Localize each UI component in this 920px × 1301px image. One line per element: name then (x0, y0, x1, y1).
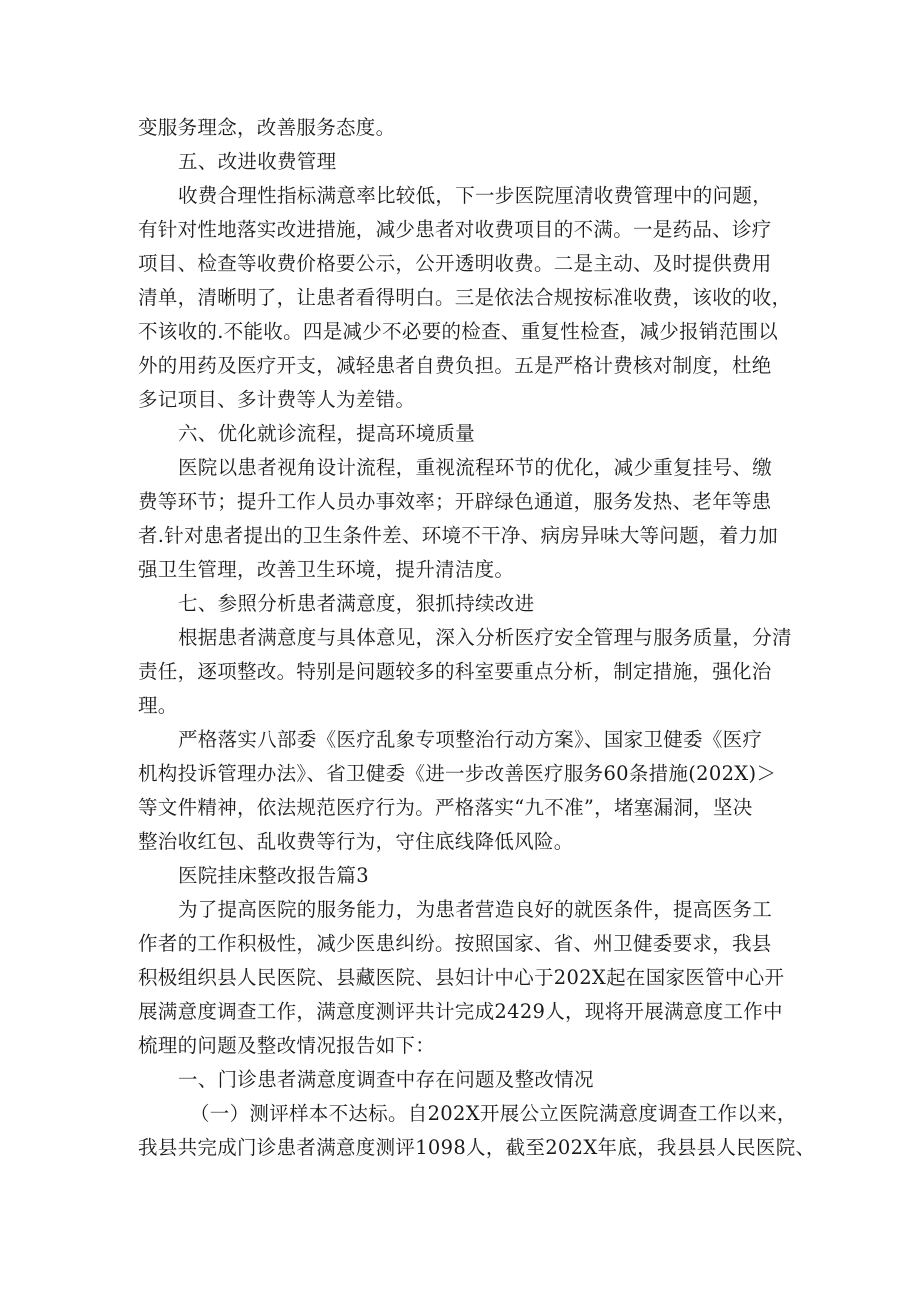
body-line: 严格落实八部委《医疗乱象专项整治行动方案》、国家卫健委《医疗 (178, 728, 763, 751)
section-heading-7: 七、参照分析患者满意度，狠抓持续改进 (178, 592, 535, 615)
body-line: 不该收的.不能收。四是减少不必要的检查、重复性检查，减少报销范围以 (138, 320, 779, 343)
body-line: 有针对性地落实改进措施，减少患者对收费项目的不满。一是药品、诊疗 (138, 218, 772, 241)
body-line: 责任，逐项整改。特别是问题较多的科室要重点分析，制定措施，强化治 (138, 660, 772, 683)
body-line: 强卫生管理，改善卫生环境，提升清洁度。 (138, 558, 515, 581)
body-line: 我县共完成门诊患者满意度测评1098人，截至202X年底，我县县人民医院、 (138, 1136, 816, 1159)
section-heading-5: 五、改进收费管理 (178, 150, 337, 173)
body-line: 作者的工作积极性，减少医患纠纷。按照国家、省、州卫健委要求，我县 (138, 932, 772, 955)
body-line: 根据患者满意度与具体意见，深入分析医疗安全管理与服务质量，分清 (178, 626, 792, 649)
body-line: 等文件精神，依法规范医疗行为。严格落实“九不准”，堵塞漏洞，坚决 (138, 796, 753, 819)
body-line: 清单，清晰明了，让患者看得明白。三是依法合规按标准收费，该收的收， (138, 286, 792, 309)
body-line: 项目、检查等收费价格要公示，公开透明收费。二是主动、及时提供费用 (138, 252, 772, 275)
body-line: 机构投诉管理办法》、省卫健委《进一步改善医疗服务60条措施(202X)＞ (138, 762, 777, 785)
body-line: 理。 (138, 694, 178, 717)
section-heading-1: 一、门诊患者满意度调查中存在问题及整改情况 (178, 1068, 594, 1091)
body-line: 收费合理性指标满意率比较低，下一步医院厘清收费管理中的问题， (178, 184, 773, 207)
body-line: 展满意度调查工作，满意度测评共计完成2429人，现将开展满意度工作中 (138, 1000, 783, 1023)
body-line: 梳理的问题及整改情况报告如下： (138, 1034, 436, 1057)
body-line: 者.针对患者提出的卫生条件差、环境不干净、病房异味大等问题，着力加 (138, 524, 779, 547)
report-title: 医院挂床整改报告篇3 (178, 864, 369, 887)
body-line: 为了提高医院的服务能力，为患者营造良好的就医条件，提高医务工 (178, 898, 773, 921)
body-line: 多记项目、多计费等人为差错。 (138, 388, 416, 411)
section-heading-6: 六、优化就诊流程，提高环境质量 (178, 422, 476, 445)
body-line: 医院以患者视角设计流程，重视流程环节的优化，减少重复挂号、缴 (178, 456, 773, 479)
body-line: 外的用药及医疗开支，减轻患者自费负担。五是严格计费核对制度，杜绝 (138, 354, 772, 377)
body-line: 变服务理念，改善服务态度。 (138, 116, 396, 139)
body-line: 整治收红包、乱收费等行为，守住底线降低风险。 (138, 830, 574, 853)
sub-heading-1: （一）测评样本不达标。自202X开展公立医院满意度调查工作以来， (190, 1102, 797, 1125)
body-line: 费等环节；提升工作人员办事效率；开辟绿色通道，服务发热、老年等患 (138, 490, 772, 513)
body-line: 积极组织县人民医院、县藏医院、县妇计中心于202X起在国家医管中心开 (138, 966, 785, 989)
